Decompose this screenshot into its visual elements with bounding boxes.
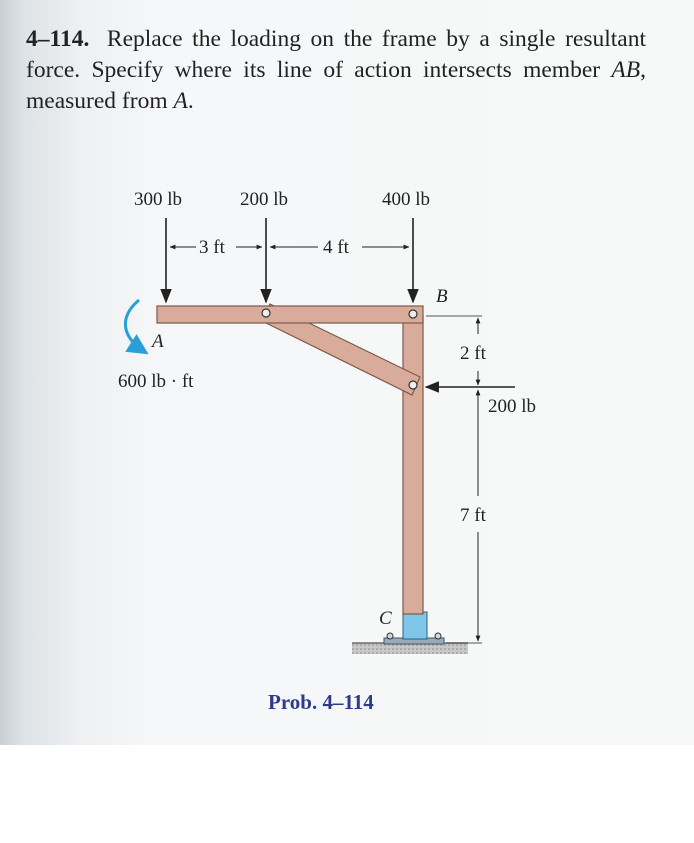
point-label-b: B — [436, 286, 448, 307]
pin-b — [409, 310, 417, 318]
pin-brace-top — [262, 309, 270, 317]
load-label-300: 300 lb — [134, 189, 183, 210]
load-label-200: 200 lb — [240, 189, 289, 210]
problem-text-line-2: resultant force. Specify where its line of action intersects — [26, 26, 646, 83]
load-label-400: 400 lb — [382, 189, 431, 210]
member-ab-label: AB — [611, 57, 641, 83]
problem-text-line-3-end: . — [187, 88, 194, 114]
problem-text-line-3-pre: member — [523, 57, 612, 83]
problem-number: 4–114. — [26, 26, 90, 52]
point-label-a: A — [152, 331, 164, 352]
point-label-c: C — [379, 608, 392, 629]
anchor-bolt-left — [387, 633, 393, 639]
couple-moment-label: 600 lb · ft — [118, 371, 194, 392]
member-bc — [403, 316, 423, 614]
problem-text-line-3-mid: , measured from — [26, 57, 647, 114]
dimension-label-7ft: 7 ft — [460, 505, 486, 526]
pin-brace-bottom — [409, 381, 417, 389]
problem-text-line-1: Replace the loading on the frame by a single — [106, 26, 556, 52]
dimension-label-4ft: 4 ft — [323, 237, 349, 258]
anchor-bolt-right — [435, 633, 441, 639]
fixed-support-c — [403, 612, 427, 639]
couple-moment-arrow — [125, 300, 145, 352]
horizontal-load-label: 200 lb — [488, 396, 537, 417]
ground — [352, 643, 468, 654]
point-a-ref: A — [173, 88, 188, 114]
figure-caption: Prob. 4–114 — [268, 690, 374, 714]
member-ab — [157, 306, 423, 323]
dimension-label-3ft: 3 ft — [199, 237, 225, 258]
dimension-label-2ft: 2 ft — [460, 343, 486, 364]
